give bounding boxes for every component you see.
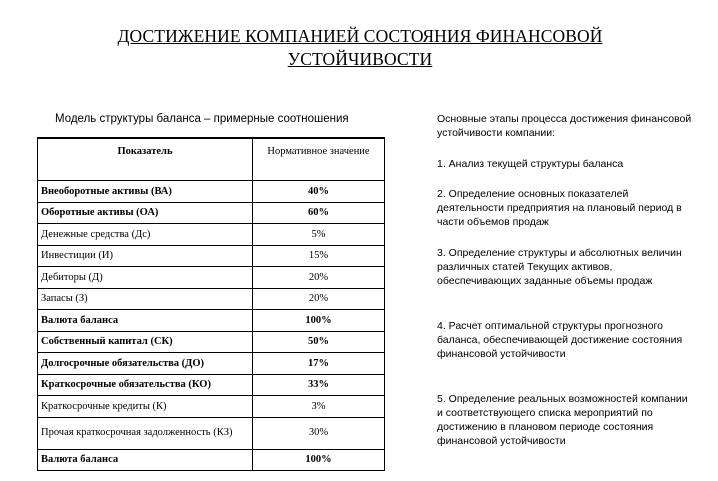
- row-norm-value: 20%: [253, 288, 385, 310]
- row-indicator-label: Оборотные активы (ОА): [38, 202, 253, 224]
- table-caption: Модель структуры баланса – примерные соотношения: [55, 113, 349, 125]
- table-row: [38, 417, 385, 449]
- row-indicator-label: Внеоборотные активы (ВА): [38, 181, 253, 203]
- step-item: 1. Анализ текущей структуры баланса: [437, 158, 624, 170]
- step-item: 4. Расчет оптимальной структуры прогнозного баланса, обеспечивающей достижение состояния финансовой устойчивости: [437, 320, 683, 360]
- table-row: [38, 310, 385, 332]
- steps-intro: Основные этапы процесса достижения финансовой устойчивости компании:: [437, 113, 692, 139]
- row-indicator-label: Прочая краткосрочная задолженность (КЗ): [38, 417, 253, 449]
- table-row: [38, 374, 385, 396]
- row-indicator-label: Собственный капитал (СК): [38, 331, 253, 353]
- table-row: [38, 396, 385, 418]
- row-indicator-label: Краткосрочные обязательства (КО): [38, 374, 253, 396]
- row-norm-value: 100%: [253, 310, 385, 332]
- row-indicator-label: Краткосрочные кредиты (К): [38, 396, 253, 418]
- row-norm-value: 5%: [253, 224, 385, 246]
- table-row: [38, 181, 385, 203]
- row-norm-value: 50%: [253, 331, 385, 353]
- table-row: [38, 224, 385, 246]
- row-norm-value: 100%: [253, 449, 385, 471]
- table-row: [38, 353, 385, 375]
- table-row: [38, 202, 385, 224]
- row-indicator-label: Дебиторы (Д): [38, 267, 253, 289]
- row-indicator-label: Запасы (З): [38, 288, 253, 310]
- table-header-row: [38, 138, 385, 181]
- row-indicator-label: Инвестиции (И): [38, 245, 253, 267]
- page-title: [30, 25, 690, 71]
- row-norm-value: 17%: [253, 353, 385, 375]
- row-norm-value: 40%: [253, 181, 385, 203]
- row-indicator-label: Денежные средства (Дс): [38, 224, 253, 246]
- balance-structure-table: [37, 137, 385, 471]
- row-indicator-label: Долгосрочные обязательства (ДО): [38, 353, 253, 375]
- table-row: [38, 331, 385, 353]
- row-norm-value: 33%: [253, 374, 385, 396]
- row-norm-value: 15%: [253, 245, 385, 267]
- step-item: 2. Определение основных показателей деятельности предприятия на плановый период в части объемов продаж: [437, 188, 682, 228]
- row-norm-value: 60%: [253, 202, 385, 224]
- page-title-line-1: ДОСТИЖЕНИЕ КОМПАНИЕЙ СОСТОЯНИЯ ФИНАНСОВОЙ: [117, 26, 603, 46]
- row-norm-value: 20%: [253, 267, 385, 289]
- row-indicator-label: Валюта баланса: [38, 449, 253, 471]
- row-norm-value: 30%: [253, 417, 385, 449]
- step-item: 3. Определение структуры и абсолютных величин различных статей Текущих активов, обеспечивающих заданные объемы продаж: [437, 247, 682, 287]
- row-norm-value: 3%: [253, 396, 385, 418]
- row-indicator-label: Валюта баланса: [38, 310, 253, 332]
- table-row: [38, 449, 385, 471]
- header-norm-value: Нормативное значение: [253, 138, 385, 181]
- page-title-line-2: УСТОЙЧИВОСТИ: [287, 49, 433, 69]
- table-row: [38, 245, 385, 267]
- step-item: 5. Определение реальных возможностей компании и соответствующего списка мероприятий по достижению в плановом периоде состояния финансовой устойчивости: [437, 393, 688, 447]
- header-indicator: Показатель: [38, 138, 253, 181]
- table-row: [38, 288, 385, 310]
- process-steps: [437, 112, 697, 447]
- table-row: [38, 267, 385, 289]
